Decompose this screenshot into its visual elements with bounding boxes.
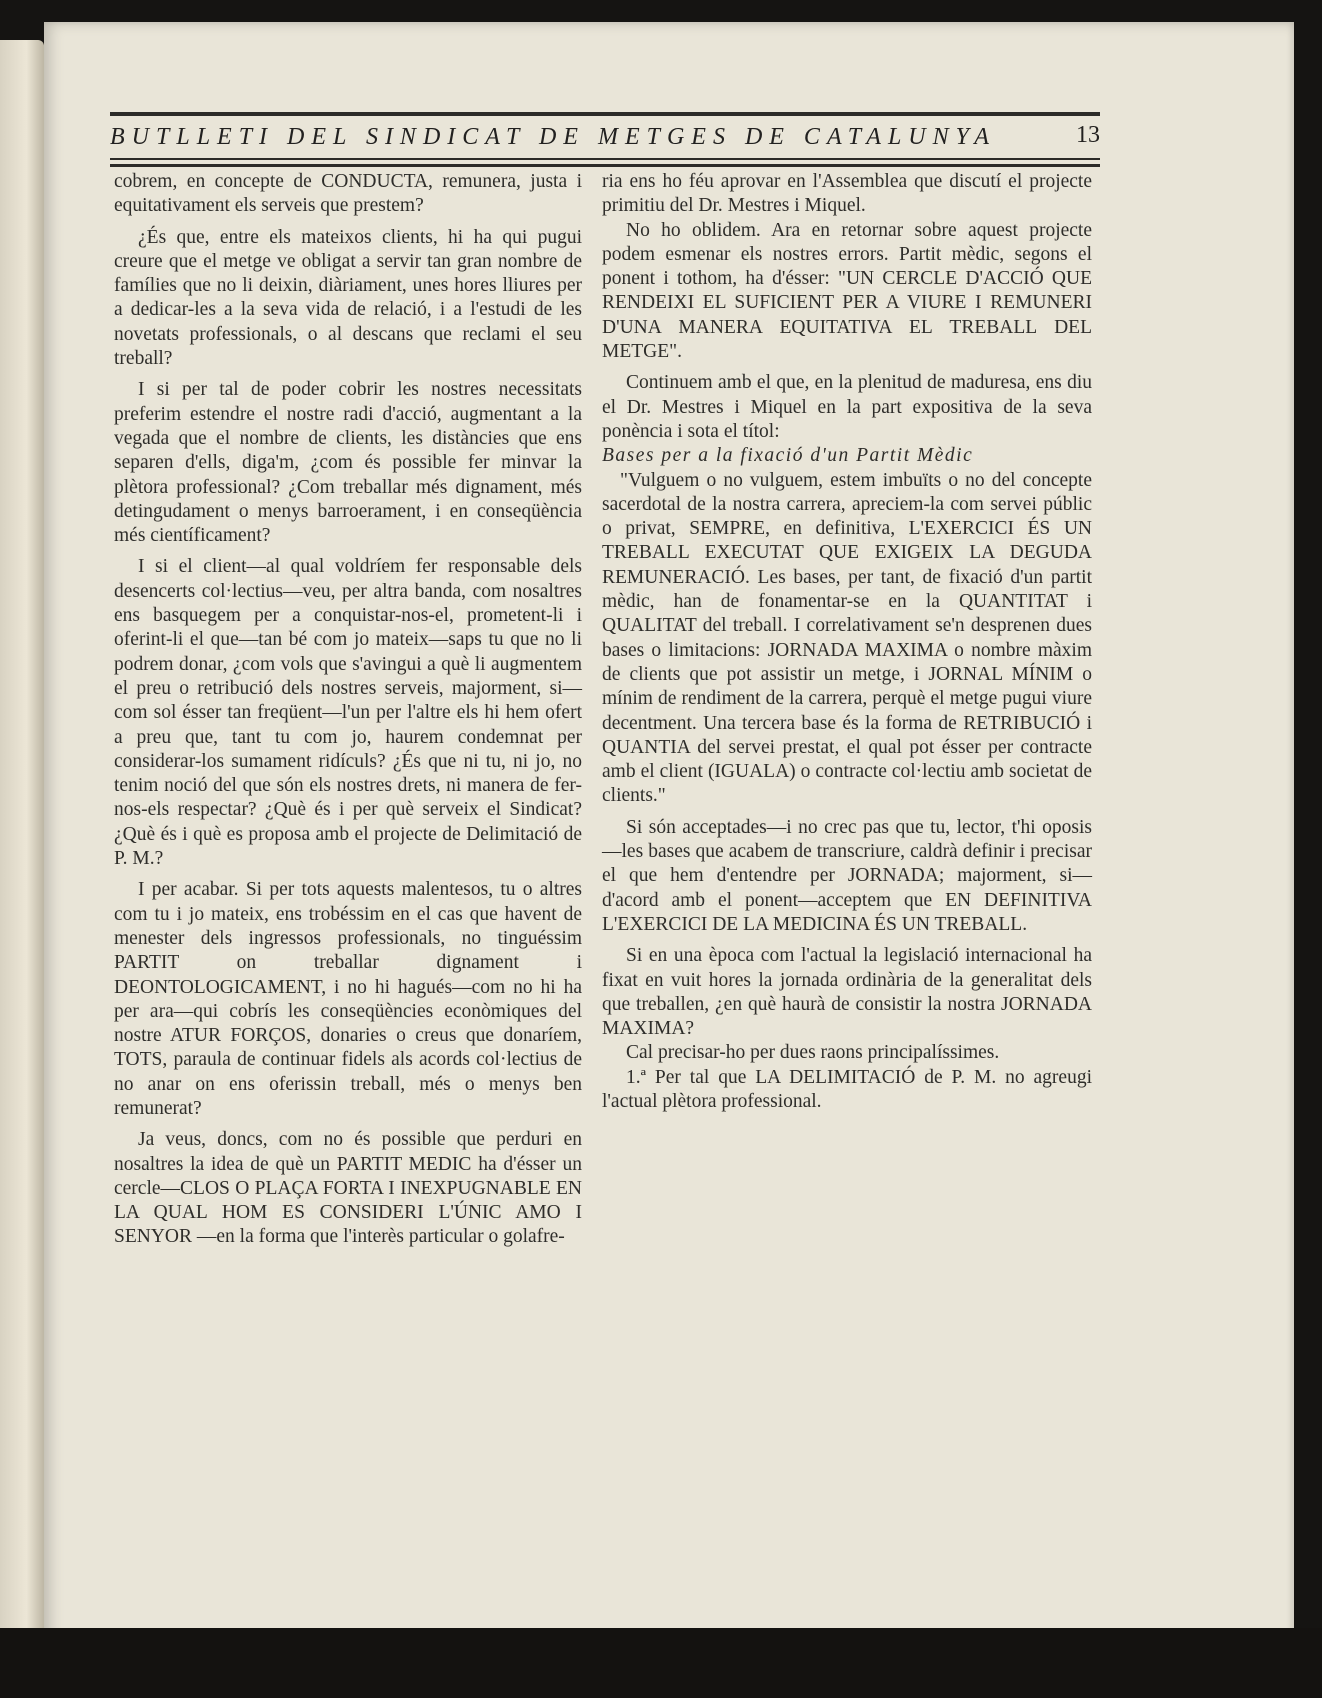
paragraph: I si el client—al qual voldríem fer responsable dels desencerts col·lectius—veu, per altra banda, com nosaltres ens basquegem per a conquistar-nos-el, prometent-li i oferint-li el que—tan bé com jo mateix—saps tu que no li podrem donar, ¿com vols que s'avingui a què li augmentem el preu o retribució dels nostres serveis, majorment, si—com sol ésser tan freqüent—l'un per l'altre els hi hem ofert a preu que, tant tu com jo, haurem condemnat per considerar-los sumament ridículs? ¿És que ni tu, ni jo, no tenim noció del que són els nostres drets, ni manera de fer-nos-els respectar? ¿Què és i per què serveix el Sindicat? ¿Què és i què es proposa amb el projecte de Delimitació de P. M.? (114, 556, 582, 870)
header-bottom-rule (110, 158, 1100, 160)
paragraph: cobrem, en concepte de CONDUCTA, remunera, justa i equitativament els serveis que prestem? (114, 171, 582, 217)
paragraph: Ja veus, doncs, com no és possible que perduri en nosaltres la idea de què un PARTIT MEDIC ha d'ésser un cercle—CLOS O PLAÇA FORTA I INEXPUGNABLE EN LA QUAL HOM ES CONSIDERI L'ÚNIC AMO I SENYOR —en la forma que l'interès particular o golafre- (114, 1129, 582, 1248)
header-top-rule (110, 112, 1100, 116)
left-column (114, 170, 582, 1250)
paragraph: Cal precisar-ho per dues raons principalíssimes. (626, 1042, 1000, 1064)
paragraph: Si en una època com l'actual la legislació internacional ha fixat en vuit hores la jornada ordinària de la generalitat dels que treballen, ¿en què haurà de consistir la nostra JORNADA MAXIMA? (602, 945, 1092, 1040)
paragraph: I si per tal de poder cobrir les nostres necessitats preferim estendre el nostre radi d'acció, augmentant a la vegada que el nombre de clients, les distàncies que ens separen d'ells, diga'm, ¿com és possible fer minvar la plètora professional? ¿Com treballar més dignament, més detingudament o menys barroerament, i en conseqüència més científicament? (114, 379, 582, 547)
left-page-edge (0, 40, 44, 1650)
right-column (602, 170, 1092, 1114)
page-number: 13 (1076, 122, 1100, 148)
header-bottom-rule-thick (110, 164, 1100, 167)
block-quote: "Vulguem o no vulguem, estem imbuïts o no del concepte sacerdotal de la nostra carrera, apreciem-la com servei públic o privat, SEMPRE, en definitiva, L'EXERCICI ÉS UN TREBALL EXECUTAT QUE EXIGEIX LA DEGUDA REMUNERACIÓ. Les bases, per tant, de fixació d'un partit mèdic, han de fonamentar-se en la QUANTITAT i QUALITAT del treball. I correlativament se'n desprenen dues bases o limitacions: JORNADA MAXIMA o nombre màxim de clients que pot assistir un metge, i JORNAL MÍNIM o mínim de rendiment de la carrera, perquè el metge pugui viure decentment. Una tercera base és la forma de RETRIBUCIÓ i QUANTIA del servei prestat, el qual pot ésser per contracte amb el client (IGUALA) o contracte col·lectiu amb societat de clients." (602, 469, 1092, 807)
paragraph: Continuem amb el que, en la plenitud de maduresa, ens diu el Dr. Mestres i Miquel en la part expositiva de la seva ponència i sota el títol: (602, 372, 1092, 442)
paragraph: ria ens ho féu aprovar en l'Assemblea que discutí el projecte primitiu del Dr. Mestres i Miquel. (602, 171, 1092, 217)
scan-bottom-border (0, 1628, 1322, 1698)
paragraph: No ho oblidem. Ara en retornar sobre aquest projecte podem esmenar els nostres errors. Partit mèdic, segons el ponent i tothom, ha d'ésser: "UN CERCLE D'ACCIÓ QUE RENDEIXI EL SUFICIENT PER A VIURE I REMUNERI D'UNA MANERA EQUITATIVA EL TREBALL DEL METGE". (602, 219, 1092, 363)
running-header-title: BUTLLETI DEL SINDICAT DE METGES DE CATALUNYA (110, 124, 996, 150)
paragraph: I per acabar. Si per tots aquests malentesos, tu o altres com tu i jo mateix, ens trobéssim en el cas que havent de menester dels ingressos professionals, no tinguéssim PARTIT on treballar dignament i DEONTOLOGICAMENT, i no hi hagués—com no hi ha per ara—qui cobrís les conseqüències econòmiques del nostre ATUR FORÇOS, donaries o creus que donaríem, TOTS, paraula de continuar fidels als acords col·lectius de no anar on ens oferissin treball, més o menys ben remunerat? (114, 879, 582, 1119)
paragraph: ¿És que, entre els mateixos clients, hi ha qui pugui creure que el metge ve obligat a servir tan gran nombre de famílies que no li deixin, diàriament, unes hores lliures per a dedicar-les a la seva vida de relació, i a l'estudi de les novetats professionals, o al descans que reclami el seu treball? (114, 226, 582, 370)
paragraph: 1.ª Per tal que LA DELIMITACIÓ de P. M. no agreugi l'actual plètora professional. (602, 1066, 1092, 1112)
section-title: Bases per a la fixació d'un Partit Mèdic (602, 445, 974, 467)
paragraph: Si són acceptades—i no crec pas que tu, lector, t'hi oposis—les bases que acabem de transcriure, caldrà definir i precisar el que hem d'entendre per JORNADA; majorment, si—d'acord amb el ponent—acceptem que EN DEFINITIVA L'EXERCICI DE LA MEDICINA ÉS UN TREBALL. (602, 816, 1092, 935)
